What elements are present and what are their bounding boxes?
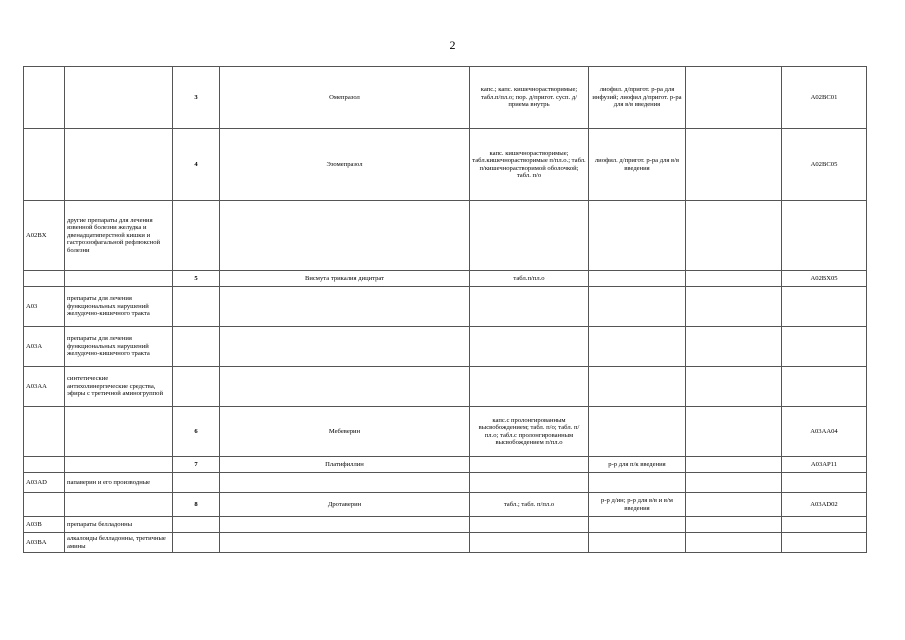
dosage-form <box>470 367 589 407</box>
drug-name: Мебеверин <box>220 407 470 457</box>
drug-name: Дротаверин <box>220 493 470 517</box>
extra-column <box>686 271 782 287</box>
dosage-form <box>470 201 589 271</box>
atc-group-description: синтетические антихолинергические средства, эфиры с третичной аминогруппой <box>65 367 173 407</box>
atc-group-code: A02BX <box>24 201 65 271</box>
dosage-form-injectable <box>589 473 686 493</box>
row-number <box>173 287 220 327</box>
extra-column <box>686 407 782 457</box>
table-row <box>24 67 867 129</box>
dosage-form-injectable: лиофил. д/пригот. р-ра для в/в введения <box>589 129 686 201</box>
dosage-form: табл.; табл. п/пл.о <box>470 493 589 517</box>
table-row <box>24 327 867 367</box>
atc-group-code: A03BA <box>24 533 65 553</box>
dosage-form: капс.с пролонгированным высвобождением; табл. п/о; табл. п/пл.о; табл.с пролонгированным высвобождением п/пл.о <box>470 407 589 457</box>
drug-name <box>220 533 470 553</box>
dosage-form <box>470 517 589 533</box>
page-number: 2 <box>449 38 456 52</box>
table-row <box>24 271 867 287</box>
atc-group-code: A03A <box>24 327 65 367</box>
dosage-form-injectable <box>589 271 686 287</box>
row-number: 5 <box>173 271 220 287</box>
atc-group-code <box>24 457 65 473</box>
extra-column <box>686 493 782 517</box>
table-row <box>24 129 867 201</box>
atc-group-code <box>24 67 65 129</box>
drug-name: Эзомепразол <box>220 129 470 201</box>
dosage-form <box>470 287 589 327</box>
row-number <box>173 327 220 367</box>
drug-name <box>220 473 470 493</box>
drug-name: Висмута трикалия дицитрат <box>220 271 470 287</box>
extra-column <box>686 457 782 473</box>
atc-group-description: препараты для лечения функциональных нарушений желудочно-кишечного тракта <box>65 327 173 367</box>
atc-code: A02BC05 <box>782 129 867 201</box>
atc-group-code <box>24 407 65 457</box>
atc-group-description: папаверин и его производные <box>65 473 173 493</box>
atc-group-description: алкалоиды белладонны, третичные амины <box>65 533 173 553</box>
atc-code <box>782 327 867 367</box>
dosage-form-injectable <box>589 367 686 407</box>
atc-group-description <box>65 129 173 201</box>
drug-name <box>220 517 470 533</box>
atc-code: A03AP11 <box>782 457 867 473</box>
drug-name: Омепразол <box>220 67 470 129</box>
dosage-form: табл.п/пл.о <box>470 271 589 287</box>
extra-column <box>686 473 782 493</box>
row-number: 6 <box>173 407 220 457</box>
dosage-form <box>470 473 589 493</box>
atc-group-code: A03AA <box>24 367 65 407</box>
atc-group-description <box>65 457 173 473</box>
table-row <box>24 407 867 457</box>
atc-group-description <box>65 271 173 287</box>
drug-name <box>220 327 470 367</box>
dosage-form: капс. кишечнорастворимые; табл.кишечнорастворимые п/пл.о.; табл. п/кишечнорастворимой оболочкой; табл. п/о <box>470 129 589 201</box>
row-number: 7 <box>173 457 220 473</box>
dosage-form-injectable <box>589 407 686 457</box>
atc-group-description: препараты для лечения функциональных нарушений желудочно-кишечного тракта <box>65 287 173 327</box>
extra-column <box>686 533 782 553</box>
row-number: 8 <box>173 493 220 517</box>
table-row <box>24 517 867 533</box>
dosage-form <box>470 457 589 473</box>
extra-column <box>686 517 782 533</box>
atc-code: A02BX05 <box>782 271 867 287</box>
dosage-form-injectable <box>589 327 686 367</box>
atc-code <box>782 201 867 271</box>
row-number <box>173 473 220 493</box>
row-number: 4 <box>173 129 220 201</box>
row-number <box>173 201 220 271</box>
atc-group-description <box>65 493 173 517</box>
atc-code <box>782 367 867 407</box>
atc-code <box>782 473 867 493</box>
extra-column <box>686 327 782 367</box>
table-row <box>24 533 867 553</box>
row-number: 3 <box>173 67 220 129</box>
atc-code: A03AD02 <box>782 493 867 517</box>
drug-name <box>220 201 470 271</box>
extra-column <box>686 67 782 129</box>
table-row <box>24 493 867 517</box>
atc-group-description <box>65 407 173 457</box>
extra-column <box>686 201 782 271</box>
dosage-form <box>470 533 589 553</box>
table-row <box>24 287 867 327</box>
atc-code <box>782 517 867 533</box>
table-row <box>24 473 867 493</box>
dosage-form-injectable: р-р д/ин; р-р для в/в и в/м введения <box>589 493 686 517</box>
drug-name <box>220 367 470 407</box>
atc-group-code <box>24 129 65 201</box>
dosage-form-injectable <box>589 201 686 271</box>
atc-group-code: A03B <box>24 517 65 533</box>
dosage-form-injectable: р-р для п/к введения <box>589 457 686 473</box>
extra-column <box>686 367 782 407</box>
atc-code <box>782 533 867 553</box>
atc-group-code: A03 <box>24 287 65 327</box>
drug-name: Платифиллин <box>220 457 470 473</box>
dosage-form <box>470 327 589 367</box>
table-row <box>24 367 867 407</box>
atc-code: A02BC01 <box>782 67 867 129</box>
drug-name <box>220 287 470 327</box>
extra-column <box>686 287 782 327</box>
row-number <box>173 517 220 533</box>
extra-column <box>686 129 782 201</box>
table-row <box>24 201 867 271</box>
dosage-form-injectable: лиофил. д/пригот. р-ра для инфузий; лиофил д/пригот. р-ра для в/в введения <box>589 67 686 129</box>
row-number <box>173 533 220 553</box>
atc-group-code <box>24 493 65 517</box>
dosage-form-injectable <box>589 533 686 553</box>
atc-group-code <box>24 271 65 287</box>
row-number <box>173 367 220 407</box>
atc-code <box>782 287 867 327</box>
atc-group-description <box>65 67 173 129</box>
atc-group-description: препараты белладонны <box>65 517 173 533</box>
dosage-form: капс.; капс. кишечнорастворимые; табл.п/пл.о; пор. д/пригот. сусп. д/приема внутрь <box>470 67 589 129</box>
atc-group-description: другие препараты для лечения язвенной болезни желудка и двенадцатиперстной кишки и гастроэзофагальной рефлюксной болезни <box>65 201 173 271</box>
table-body <box>24 67 867 553</box>
atc-group-code: A03AD <box>24 473 65 493</box>
atc-code: A03AA04 <box>782 407 867 457</box>
table-row <box>24 457 867 473</box>
drug-registry-table <box>23 66 867 553</box>
dosage-form-injectable <box>589 287 686 327</box>
dosage-form-injectable <box>589 517 686 533</box>
